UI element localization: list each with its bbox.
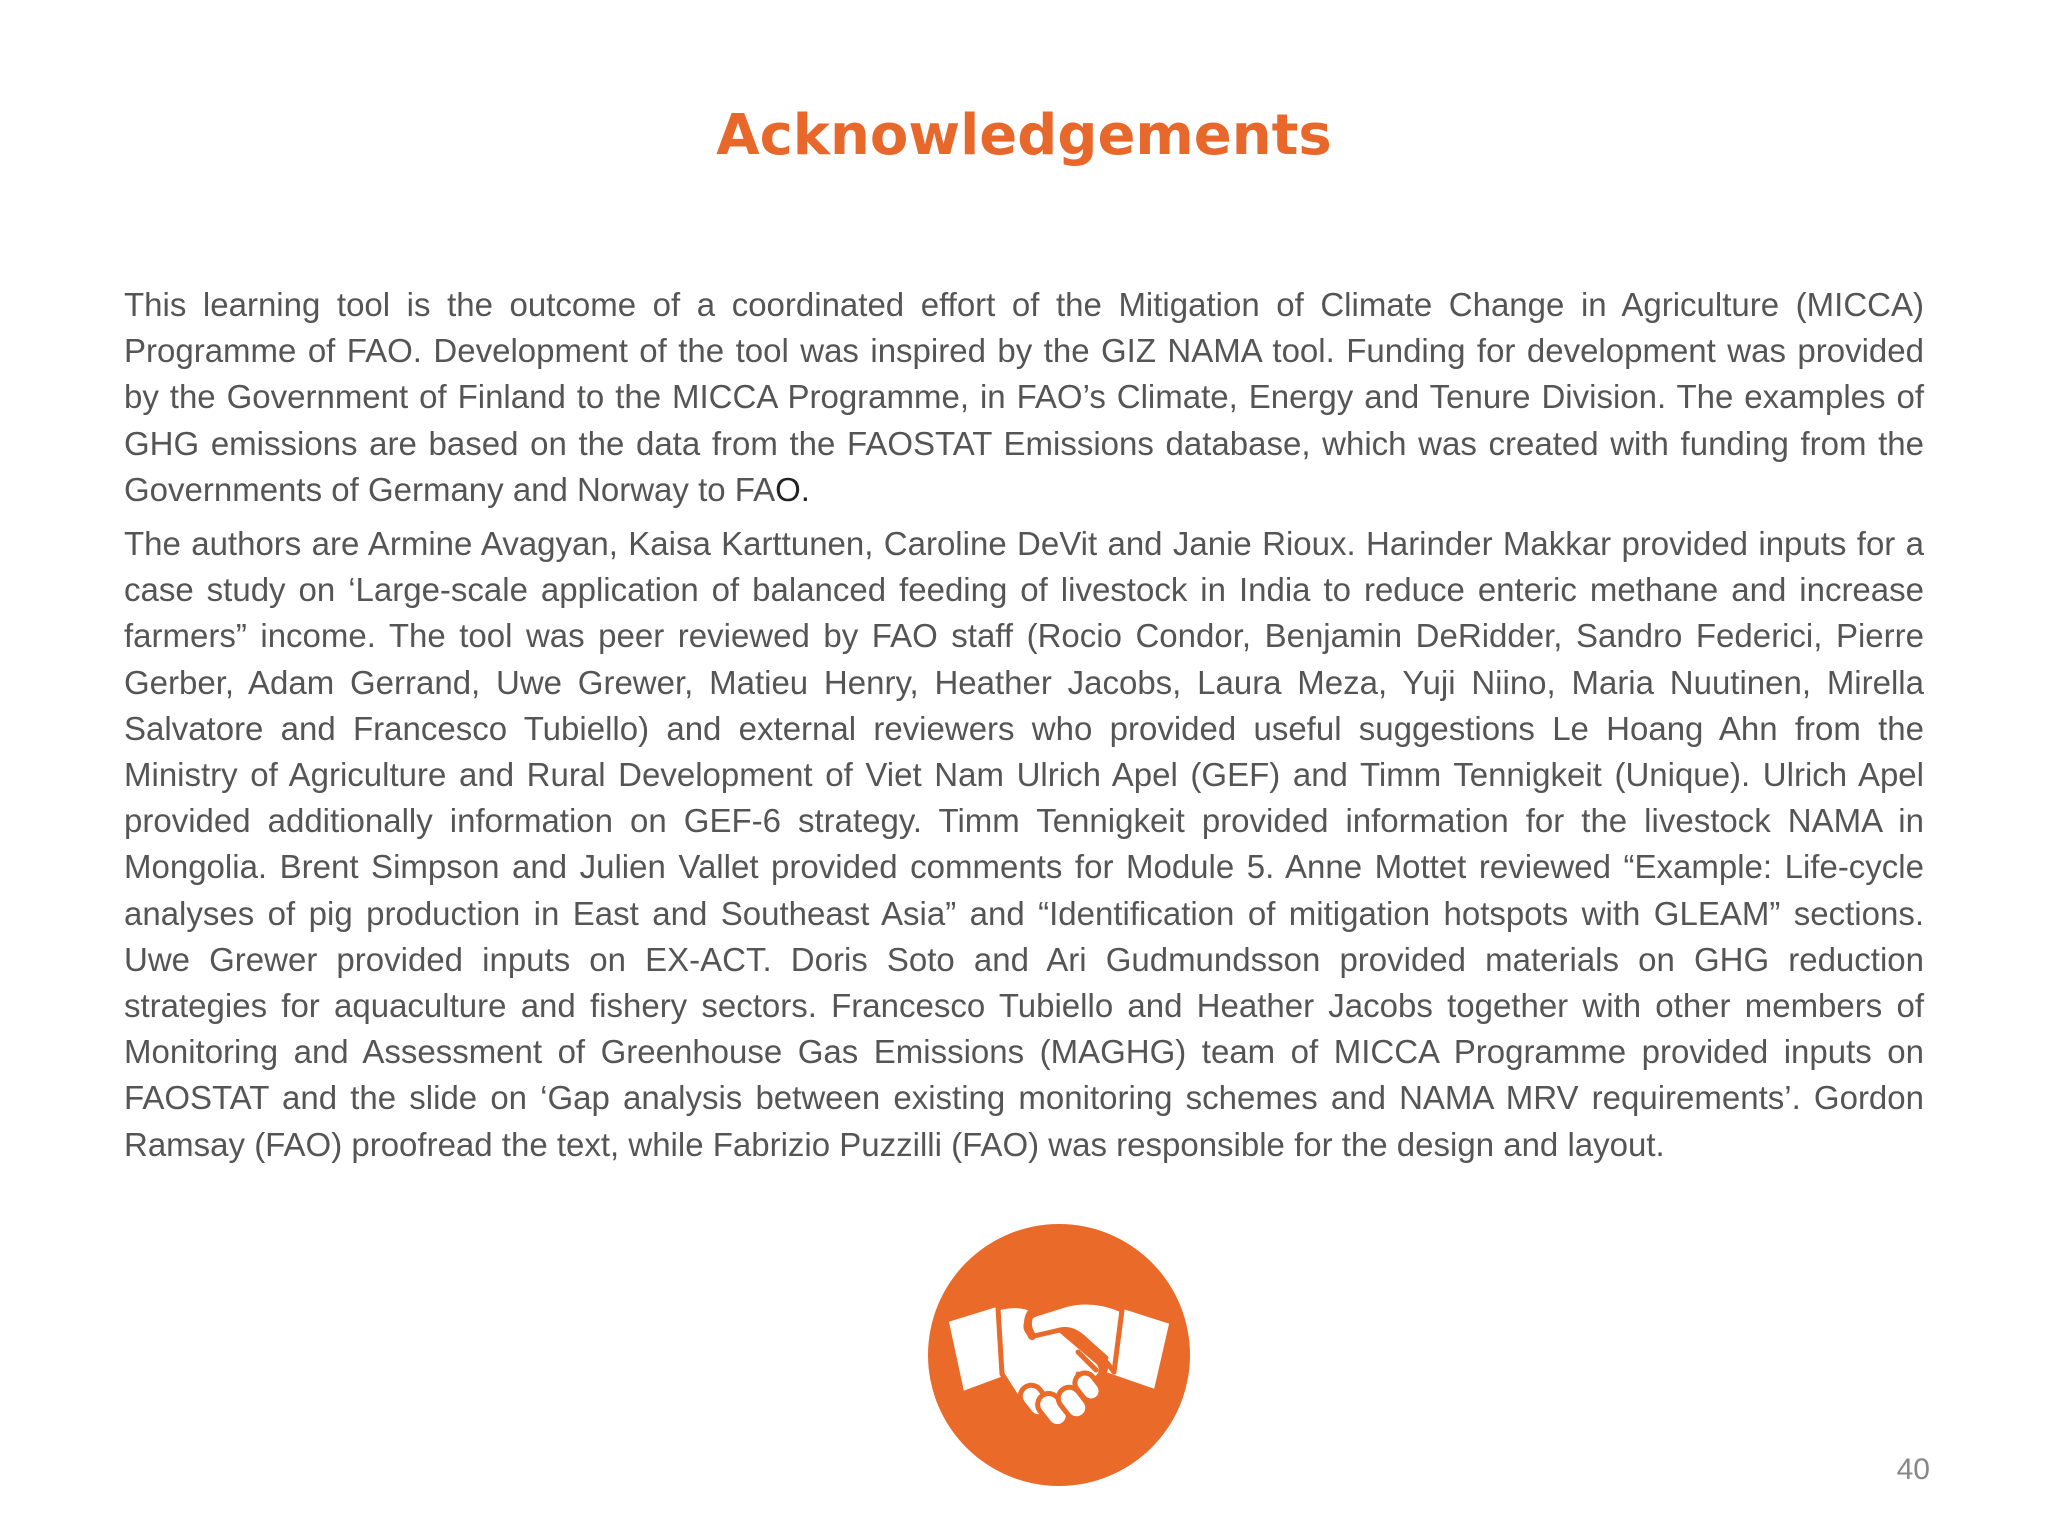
page-title: Acknowledgements — [716, 103, 1332, 168]
paragraph-funding-text: This learning tool is the outcome of a coordinated effort of the Mitigation of Climate Change in Agriculture (MICCA) Programme of FAO. Development of the tool was inspired by the GIZ NAMA tool. Funding for development was provided by the Government of Finland to the MICCA Programme, in FAO’s Climate, Energy and Tenure Division. The examples of GHG emissions are based on the data from the FAOSTAT Emissions database, which was created with funding from the Governments of Germany and Norway to FA — [124, 286, 1924, 508]
acknowledgements-body — [124, 282, 1924, 1168]
paragraph-funding-tail: O. — [775, 470, 810, 508]
handshake-icon — [928, 1224, 1190, 1486]
page-number: 40 — [1896, 1453, 1930, 1486]
paragraph-authors: The authors are Armine Avagyan, Kaisa Karttunen, Caroline DeVit and Janie Rioux. Harinder Makkar provided inputs for a case study on ‘Large-scale application of balanced feeding of livestock in India to reduce enteric methane and increase farmers” income. The tool was peer reviewed by FAO staff (Rocio Condor, Benjamin DeRidder, Sandro Federici, Pierre Gerber, Adam Gerrand, Uwe Grewer, Matieu Henry, Heather Jacobs, Laura Meza, Yuji Niino, Maria Nuutinen, Mirella Salvatore and Francesco Tubiello) and external reviewers who provided useful suggestions Le Hoang Ahn from the Ministry of Agriculture and Rural Development of Viet Nam Ulrich Apel (GEF) and Timm Tennigkeit (Unique). Ulrich Apel provided additionally information on GEF-6 strategy. Timm Tennigkeit provided information for the livestock NAMA in Mongolia. Brent Simpson and Julien Vallet provided comments for Module 5. Anne Mottet reviewed “Example: Life-cycle analyses of pig production in East and Southeast Asia” and “Identification of mitigation hotspots with GLEAM” sections. Uwe Grewer provided inputs on EX-ACT. Doris Soto and Ari Gudmundsson provided materials on GHG reduction strategies for aquaculture and fishery sectors. Francesco Tubiello and Heather Jacobs together with other members of Monitoring and Assessment of Greenhouse Gas Emissions (MAGHG) team of MICCA Programme provided inputs on FAOSTAT and the slide on ‘Gap analysis between existing monitoring schemes and NAMA MRV requirements’. Gordon Ramsay (FAO) proofread the text, while Fabrizio Puzzilli (FAO) was responsible for the design and layout. — [124, 525, 1924, 1163]
paragraph-funding — [124, 282, 1924, 513]
